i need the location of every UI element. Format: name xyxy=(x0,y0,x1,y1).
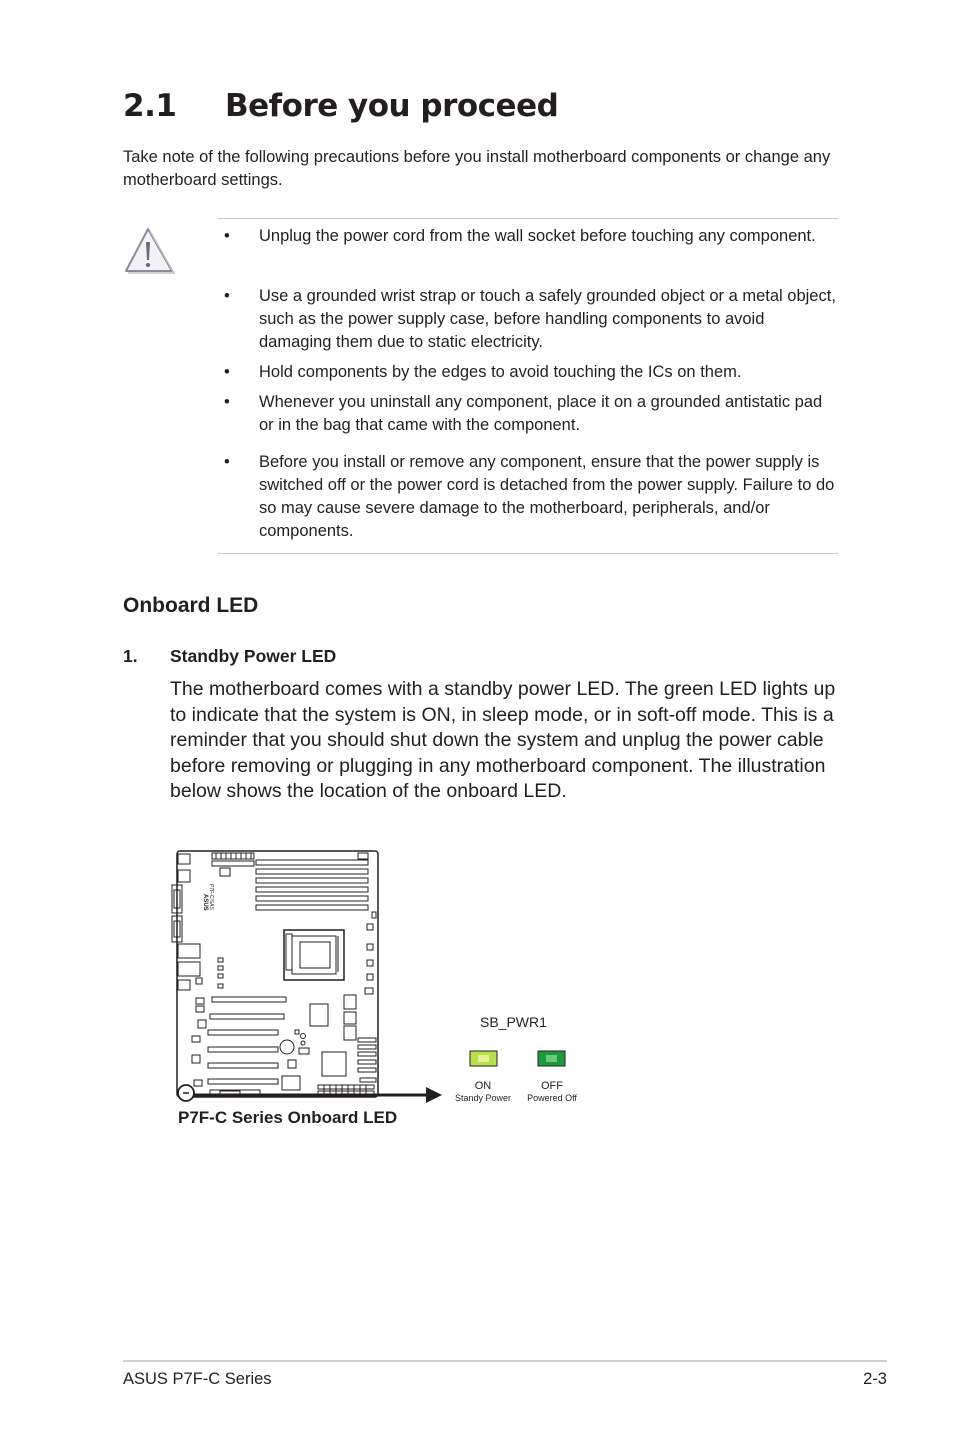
led-pointer-arrow-head xyxy=(426,1087,442,1103)
precaution-text: Whenever you uninstall any component, place it on a grounded antistatic pad or in the bag that came with the component. xyxy=(259,393,823,434)
section-title xyxy=(123,88,558,124)
bullet-marker: • xyxy=(224,287,230,305)
connector-label: SB_PWR1 xyxy=(480,1014,547,1030)
bullet-marker: • xyxy=(224,363,230,381)
led-on-label: ON xyxy=(474,1080,492,1092)
bullet-marker: • xyxy=(224,453,230,471)
precaution-text: Unplug the power cord from the wall socket before touching any component. xyxy=(259,227,816,245)
footer-page-number: 2-3 xyxy=(863,1370,887,1388)
led-off-sublabel: Powered Off xyxy=(527,1093,577,1103)
bullet-marker: • xyxy=(224,227,230,245)
precaution-item xyxy=(224,451,840,543)
footer-rule xyxy=(123,1360,887,1362)
item-number: 1. xyxy=(123,646,138,666)
led-on-sublabel: Standy Power xyxy=(454,1093,512,1103)
precaution-text: Use a grounded wrist strap or touch a safely grounded object or a metal object, such as the power supply case, before handling components to avoid damaging them due to static electricity. xyxy=(259,287,836,351)
motherboard-layout xyxy=(172,851,378,1097)
precaution-item xyxy=(224,391,840,437)
figure-caption: P7F-C Series Onboard LED xyxy=(178,1108,398,1127)
led-off-glow xyxy=(546,1055,557,1062)
onboard-led-diagram xyxy=(160,840,600,1140)
board-model-label: P7F-C/SAS xyxy=(208,884,214,910)
warning-top-rule xyxy=(218,218,838,219)
intro-paragraph: Take note of the following precautions before you install motherboard components or change any motherboard settings. xyxy=(123,148,831,189)
precaution-item xyxy=(224,225,840,248)
footer-product-name: ASUS P7F-C Series xyxy=(123,1370,272,1388)
section-number: 2.1 xyxy=(123,88,177,124)
section-title-text: Before you proceed xyxy=(225,88,559,124)
led-on-glow xyxy=(478,1055,489,1062)
onboard-led-heading: Onboard LED xyxy=(123,594,259,617)
item-body: The motherboard comes with a standby power LED. The green LED lights up to indicate that the system is ON, in sleep mode, or in soft-off mode. This is a reminder that you should shut down the system and unplug the power cable before removing or plugging in any motherboard component. The illustration below shows the location of the onboard LED. xyxy=(170,678,836,802)
item-title: Standby Power LED xyxy=(170,646,337,666)
precaution-text: Before you install or remove any component, ensure that the power supply is switched off or the power cord is detached from the power supply. Failure to do so may cause severe damage to the motherboard, peripherals, and/or components. xyxy=(259,453,835,540)
precaution-item xyxy=(224,361,840,384)
warning-bottom-rule xyxy=(218,553,838,554)
led-off-label: OFF xyxy=(541,1080,563,1092)
precaution-item xyxy=(224,285,840,354)
board-brand-label: ASUS xyxy=(202,894,208,911)
warning-triangle-icon xyxy=(124,226,176,274)
bullet-marker: • xyxy=(224,393,230,411)
precaution-text: Hold components by the edges to avoid touching the ICs on them. xyxy=(259,363,742,381)
